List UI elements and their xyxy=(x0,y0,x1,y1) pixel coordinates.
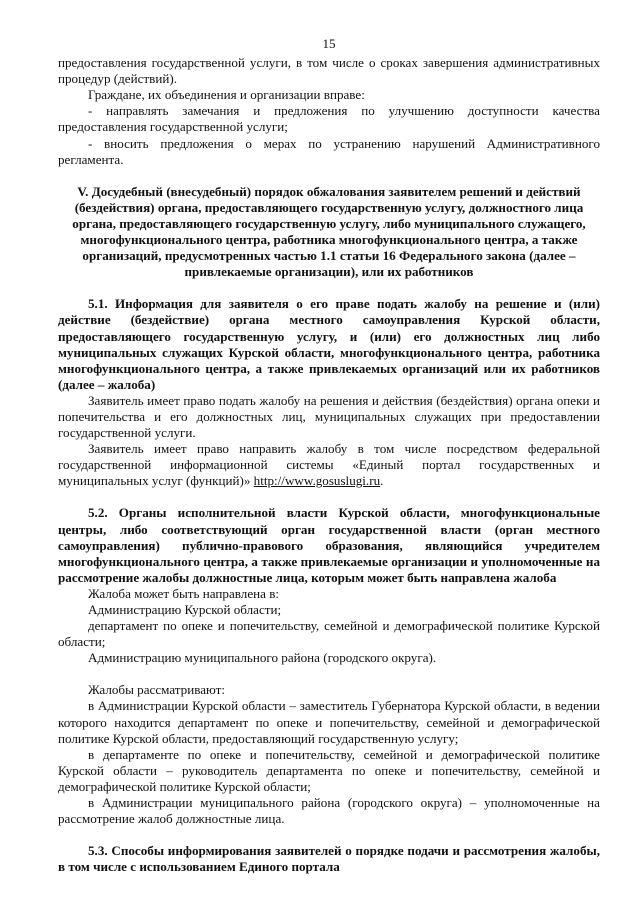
paragraph-citizens-rights: Граждане, их объединения и организации вправе: xyxy=(88,87,365,103)
subsection-5-2-paragraph-4: Администрацию муниципального района (городского округа). xyxy=(88,650,437,666)
subsection-5-2-paragraph-2: Администрацию Курской области; xyxy=(88,602,282,617)
list-item-proposals: - направлять замечания и предложения по улучшению доступности качества предоставления государственной услуги; xyxy=(58,103,600,135)
list-item-violations: - вносить предложения о мерах по устранению нарушений Административного регламента. xyxy=(58,135,600,167)
document-page xyxy=(58,36,600,875)
paragraph-text: Заявитель имеет право направить жалобу в том числе посредством федеральной государственной информационной системы «Единый портал государственных и муниципальных услуг (функций)» xyxy=(58,441,600,489)
subsection-5-2-paragraph-7: в департаменте по опеке и попечительству, семейной и демографической политике Курской области – руководитель департамента по опеке и попечительству, семейной и демографической политике Курской области; xyxy=(58,746,600,794)
subsection-5-1-heading: 5.1. Информация для заявителя о его праве подать жалобу на решение и (или) действие (бездействие) органа местного самоуправления Курской области, предоставляющего государственную услугу, и (или) его должностных лиц либо муниципальных служащих Курской области, многофункционального центра, работника многофункционального центра, а также привлекаемых организаций или их работников (далее – жалоба) xyxy=(58,296,600,392)
subsection-5-1-paragraph-2 xyxy=(58,441,600,489)
section-title: V. Досудебный (внесудебный) порядок обжалования заявителем решений и действий (бездействия) органа, предоставляющего государственную услугу, должностного лица органа, предоставляющего государственную услугу, либо муниципального служащего, многофункционального центра, работника многофункционального центра, а также организаций, предусмотренных частью 1.1 статьи 16 Федерального закона (далее – привлекаемые организации), или их работников xyxy=(72,183,586,280)
paragraph-continuation: предоставления государственной услуги, в том числе о сроках завершения административных процедур (действий). xyxy=(58,55,600,87)
subsection-5-2-paragraph-8: в Администрации муниципального района (городского округа) – уполномоченные на рассмотрение жалоб должностные лица. xyxy=(58,795,600,827)
page-number: 15 xyxy=(322,36,336,51)
subsection-5-3-heading: 5.3. Способы информирования заявителей о порядке подачи и рассмотрения жалобы, в том числе с использованием Единого портала xyxy=(58,843,600,875)
subsection-5-2-paragraph-3: департамент по опеке и попечительству, семейной и демографической политике Курской области; xyxy=(58,618,600,650)
paragraph-end: . xyxy=(380,473,384,489)
gosuslugi-link[interactable]: http://www.gosuslugi.ru xyxy=(253,473,381,489)
subsection-5-1-paragraph-1: Заявитель имеет право подать жалобу на решения и действия (бездействия) органа опеки и попечительства и его должностных лиц, муниципальных служащих при предоставлении государственной услуги. xyxy=(58,392,600,441)
subsection-5-2-paragraph-6: в Администрации Курской области – заместитель Губернатора Курской области, в ведении которого находится департамент по опеке и попечительству, семейной и демографической политике Курской области, предоставляющий государственную услугу; xyxy=(58,698,600,746)
subsection-5-2-paragraph-5: Жалобы рассматривают: xyxy=(88,682,226,698)
subsection-5-2-paragraph-1: Жалоба может быть направлена в: xyxy=(88,585,280,601)
subsection-5-2-heading: 5.2. Органы исполнительной власти Курской области, многофункциональные центры, либо соответствующий орган государственной власти (орган местного самоуправления) публично-правового образования, являющийся учредителем многофункционального центра, а также привлекаемые организации и уполномоченные на рассмотрение жалобы должностные лица, которым может быть направлена жалоба xyxy=(58,505,600,585)
